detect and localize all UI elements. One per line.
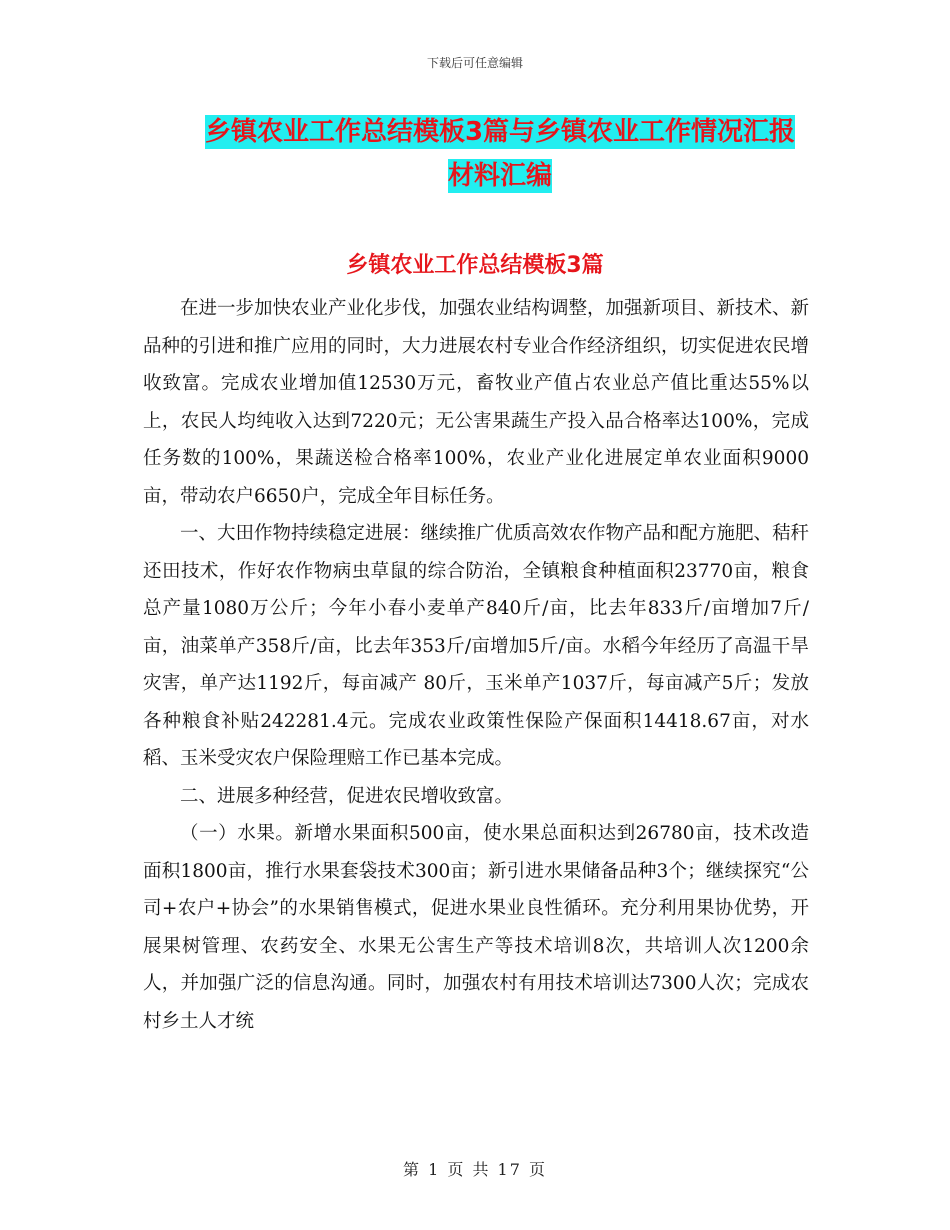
document-title [0, 110, 950, 198]
body-text [143, 290, 809, 1040]
paragraph-intro: 在进一步加快农业产业化步伐，加强农业结构调整，加强新项目、新技术、新品种的引进和推广应用的同时，大力进展农村专业合作经济组织，切实促进农民增收致富。完成农业增加值12530万元，畜牧业产值占农业总产值比重达55%以上，农民人均纯收入达到7220元；无公害果蔬生产投入品合格率达100%，完成任务数的100%，果蔬送检合格率100%，农业产业化进展定单农业面积9000亩，带动农户6650户，完成全年目标任务。 [143, 298, 810, 507]
section-title: 乡镇农业工作总结模板3篇 [346, 253, 604, 278]
paragraph-field-crops: 一、大田作物持续稳定进展：继续推广优质高效农作物产品和配方施肥、秸秆还田技术，作好农作物病虫草鼠的综合防治，全镇粮食种植面积23770亩，粮食总产量1080万公斤；今年小春小麦单产840斤/亩，比去年833斤/亩增加7斤/亩，油菜单产358斤/亩，比去年353斤/亩增加5斤/亩。水稻今年经历了高温干旱灾害，单产达1192斤，每亩减产 80斤，玉米单产1037斤，每亩减产5斤；发放各种粮食补贴242281.4元。完成农业政策性保险产保面积14418.67亩，对水稻、玉米受灾农户保险理赔工作已基本完成。 [143, 523, 810, 769]
paragraph-fruit: （一）水果。新增水果面积500亩，使水果总面积达到26780亩，技术改造面积1800亩，推行水果套袋技术300亩；新引进水果储备品种3个；继续探究“公司+农户+协会”的水果销售模式，促进水果业良性循环。充分利用果协优势，开展果树管理、农药安全、水果无公害生产等技术培训8次，共培训人次1200余人，并加强广泛的信息沟通。同时，加强农村有用技术培训达7300人次；完成农村乡土人才统 [143, 823, 809, 1032]
page-footer: 第 1 页 共 17 页 [403, 1160, 547, 1179]
document-title-line2: 材料汇编 [447, 161, 552, 191]
paragraph-diversified-business: 二、进展多种经营，促进农民增收致富。 [180, 785, 514, 807]
header-note: 下载后可任意编辑 [426, 56, 523, 70]
document-title-line1: 乡镇农业工作总结模板3篇与乡镇农业工作情况汇报 [204, 117, 796, 147]
